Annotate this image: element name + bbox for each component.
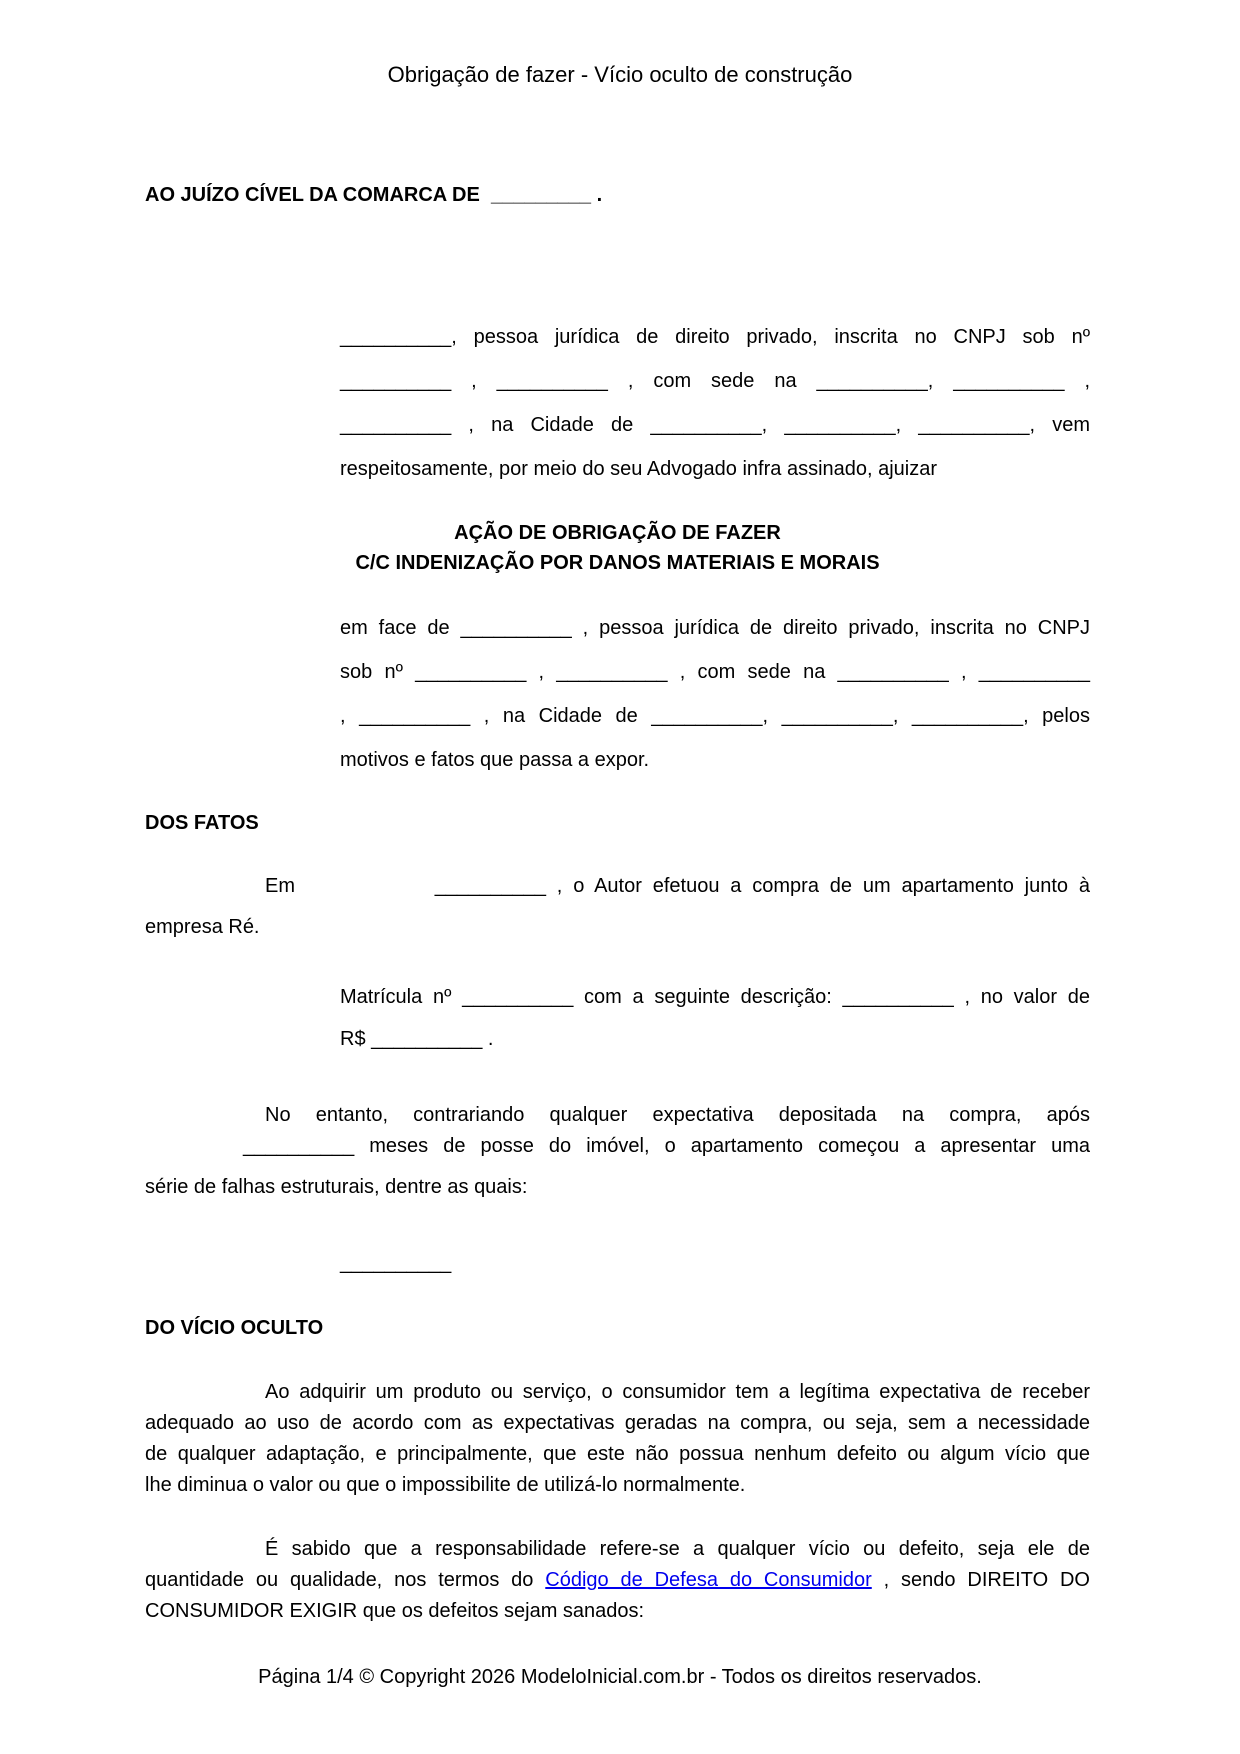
- section-heading-dos-fatos: DOS FATOS: [145, 812, 259, 834]
- resp-line-1: É sabido que a responsabilidade refere-se a qualquer vício ou defeito, seja ele de: [265, 1538, 1090, 1560]
- defendant-line-4: motivos e fatos que passa a expor.: [340, 749, 650, 771]
- defendant-line-3: , __________ , na Cidade de __________, __________, __________, pelos: [340, 705, 1090, 727]
- vicio-line-2: adequado ao uso de acordo com as expectativas geradas na compra, ou seja, sem a necessidade: [145, 1412, 1090, 1434]
- resp-line-2-after: , sendo DIREITO DO: [883, 1569, 1090, 1591]
- document-title: Obrigação de fazer - Vício oculto de construção: [387, 62, 853, 87]
- paragraph-responsabilidade: [145, 1534, 1090, 1627]
- page-footer: Página 1/4 © Copyright 2026 ModeloInicial.com.br - Todos os direitos reservados.: [258, 1666, 982, 1688]
- problem-line-1: No entanto, contrariando qualquer expectativa depositada na compra, após: [265, 1104, 1090, 1126]
- matricula-line-2: R$ __________ .: [340, 1028, 494, 1050]
- standalone-blank-line: __________: [340, 1252, 452, 1274]
- defendant-line-1: em face de __________ , pessoa jurídica de direito privado, inscrita no CNPJ: [340, 617, 1090, 639]
- resp-line-2-before: quantidade ou qualidade, nos termos do: [145, 1569, 534, 1591]
- problem-line-3: série de falhas estruturais, dentre as quais:: [145, 1176, 528, 1198]
- paragraph-problem: [145, 1100, 1090, 1203]
- vicio-line-1: Ao adquirir um produto ou serviço, o consumidor tem a legítima expectativa de receber: [265, 1381, 1090, 1403]
- purchase-line-2: empresa Ré.: [145, 916, 260, 938]
- resp-line-3: CONSUMIDOR EXIGIR que os defeitos sejam sanados:: [145, 1600, 645, 1622]
- paragraph-vicio-intro: [145, 1377, 1090, 1501]
- author-line-1: __________, pessoa jurídica de direito privado, inscrita no CNPJ sob nº: [340, 326, 1090, 348]
- paragraph-matricula: [340, 976, 1090, 1060]
- resp-line-2: [145, 1565, 1090, 1596]
- vicio-line-4: lhe diminua o valor ou que o impossibilite de utilizá-lo normalmente.: [145, 1474, 746, 1496]
- matricula-line-1: Matrícula nº __________ com a seguinte descrição: __________ , no valor de: [340, 986, 1090, 1008]
- action-title-line-2: C/C INDENIZAÇÃO POR DANOS MATERIAIS E MORAIS: [355, 552, 880, 574]
- court-heading: AO JUÍZO CÍVEL DA COMARCA DE _________ .: [145, 184, 603, 206]
- author-line-4: respeitosamente, por meio do seu Advogado infra assinado, ajuizar: [340, 458, 938, 480]
- purchase-line-1: [145, 866, 1090, 907]
- section-heading-do-vicio-oculto: DO VÍCIO OCULTO: [145, 1317, 324, 1339]
- purchase-rest: __________ , o Autor efetuou a compra de um apartamento junto à: [434, 875, 1091, 897]
- defendant-qualification-block: [340, 606, 1090, 782]
- author-line-2: __________ , __________ , com sede na __________, __________ ,: [340, 370, 1090, 392]
- defendant-line-2: sob nº __________ , __________ , com sede na __________ , __________: [340, 661, 1090, 683]
- vicio-line-3: de qualquer adaptação, e principalmente, que este não possua nenhum defeito ou algum vício que: [145, 1443, 1090, 1465]
- problem-line-2: __________ meses de posse do imóvel, o apartamento começou a apresentar uma: [243, 1135, 1090, 1157]
- author-line-3: __________ , na Cidade de __________, __________, __________, vem: [340, 414, 1090, 436]
- paragraph-purchase: [145, 866, 1090, 948]
- cdc-link[interactable]: Código de Defesa do Consumidor: [545, 1569, 872, 1591]
- author-qualification-block: [340, 315, 1090, 491]
- purchase-word-em: Em: [265, 875, 295, 897]
- action-title-line-1: AÇÃO DE OBRIGAÇÃO DE FAZER: [454, 522, 781, 544]
- action-title: [145, 518, 1090, 578]
